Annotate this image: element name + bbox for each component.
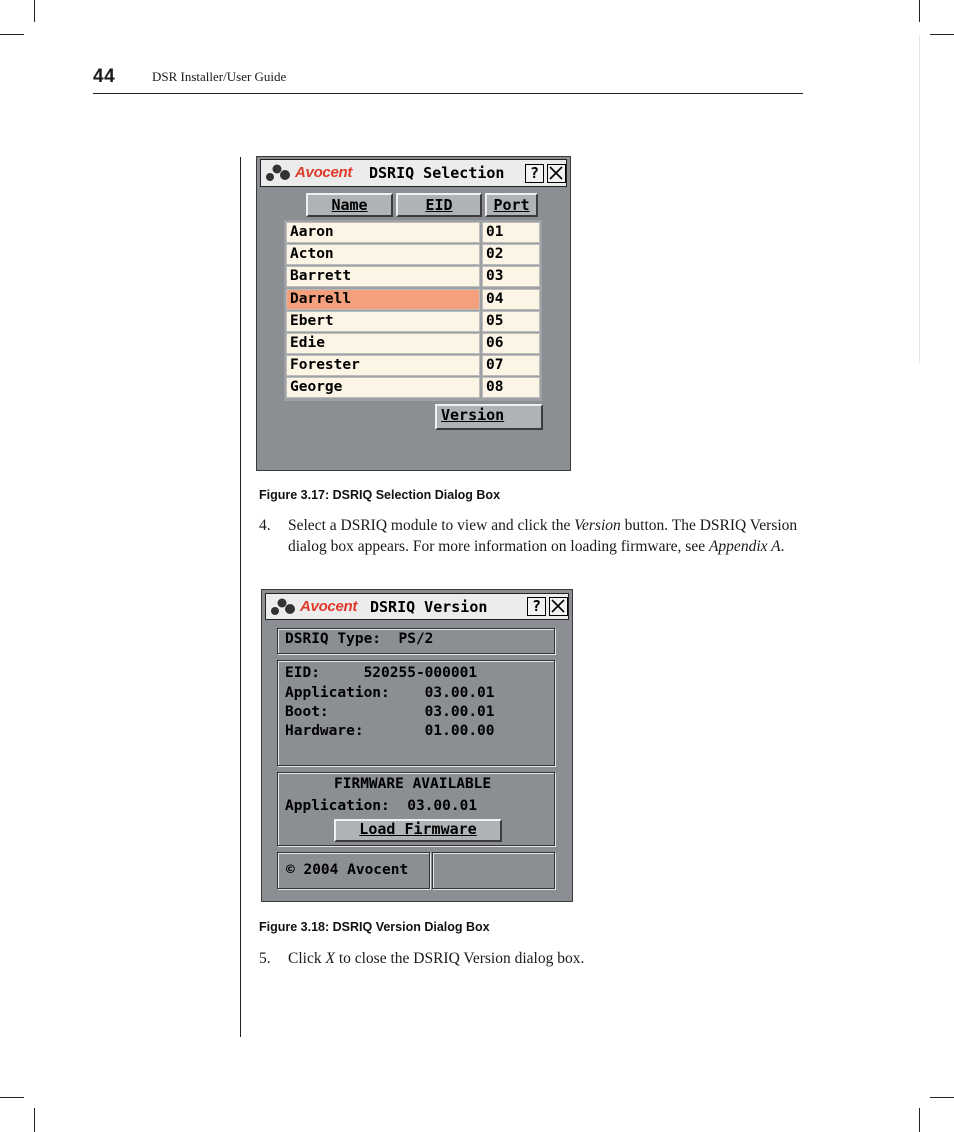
crop-mark [930, 34, 954, 35]
running-header: DSR Installer/User Guide [152, 69, 287, 84]
status-panel [432, 852, 555, 889]
copyright-panel [277, 852, 430, 889]
dialog-title: DSRIQ Selection [369, 164, 505, 182]
avocent-logo-icon [265, 164, 291, 182]
list-item-name[interactable]: George [286, 377, 480, 398]
close-icon [550, 598, 566, 614]
header-rule [93, 93, 803, 94]
brand-name: Avocent [300, 598, 358, 615]
brand-name: Avocent [295, 164, 353, 181]
dialog-title-bar [260, 159, 567, 187]
dsriq-selection-dialog [256, 156, 571, 471]
application-version: Application: 03.00.01 [285, 685, 495, 701]
dialog-title-bar [265, 593, 569, 620]
version-info-panel [277, 660, 555, 766]
figure-caption: Figure 3.18: DSRIQ Version Dialog Box [259, 920, 490, 934]
load-firmware-button[interactable]: Load Firmware [334, 819, 502, 842]
list-item-port[interactable]: 04 [482, 289, 540, 310]
list-item-name[interactable]: Forester [286, 355, 480, 376]
column-header-eid[interactable]: EID [396, 193, 482, 217]
boot-version: Boot: 03.00.01 [285, 704, 495, 720]
avocent-logo-icon [270, 598, 296, 616]
list-item-name[interactable]: Acton [286, 244, 480, 265]
step-number: 4. [259, 517, 271, 534]
dsriq-type: DSRIQ Type: PS/2 [285, 631, 434, 647]
page-edge [919, 35, 920, 363]
close-icon [548, 165, 564, 181]
close-button[interactable] [549, 597, 568, 616]
help-button[interactable]: ? [527, 597, 546, 616]
crop-mark [930, 1097, 954, 1098]
page-number: 44 [93, 66, 116, 87]
crop-mark [919, 1108, 920, 1132]
copyright-text: © 2004 Avocent [286, 862, 409, 878]
list-item-port[interactable]: 03 [482, 266, 540, 287]
crop-mark [34, 0, 35, 22]
list-item-port[interactable]: 08 [482, 377, 540, 398]
firmware-application-version: Application: 03.00.01 [285, 798, 478, 814]
margin-rule [240, 157, 241, 1037]
step-text: Click X to close the DSRIQ Version dialog box. [288, 950, 585, 967]
hardware-version: Hardware: 01.00.00 [285, 723, 495, 739]
dsriq-list[interactable] [284, 220, 542, 401]
list-item-port[interactable]: 07 [482, 355, 540, 376]
column-header-name[interactable]: Name [306, 193, 393, 217]
crop-mark [0, 1097, 24, 1098]
dialog-title: DSRIQ Version [370, 598, 488, 616]
firmware-panel [277, 772, 555, 846]
close-button[interactable] [547, 164, 566, 183]
list-item-name[interactable]: Aaron [286, 222, 480, 243]
figure-caption: Figure 3.17: DSRIQ Selection Dialog Box [259, 488, 501, 502]
help-button[interactable]: ? [525, 164, 544, 183]
crop-mark [34, 1108, 35, 1132]
version-button[interactable]: Version [435, 404, 543, 430]
column-header-port[interactable]: Port [485, 193, 538, 217]
list-item-name[interactable]: Ebert [286, 311, 480, 332]
list-item-port[interactable]: 05 [482, 311, 540, 332]
list-item-name[interactable]: Edie [286, 333, 480, 354]
type-panel [277, 628, 555, 654]
list-item-port[interactable]: 02 [482, 244, 540, 265]
crop-mark [919, 0, 920, 22]
eid-value: EID: 520255-000001 [285, 665, 478, 681]
list-item-port[interactable]: 06 [482, 333, 540, 354]
list-item-name[interactable]: Barrett [286, 266, 480, 287]
step-number: 5. [259, 950, 271, 967]
crop-mark [0, 34, 24, 35]
step-text: Select a DSRIQ module to view and click the Version button. The DSRIQ Version dialog box appears. For more information on loading firmware, see Appendix A. [288, 517, 798, 555]
dsriq-version-dialog [261, 589, 573, 902]
list-item-name[interactable]: Darrell [286, 289, 480, 310]
firmware-heading: FIRMWARE AVAILABLE [334, 776, 492, 792]
list-item-port[interactable]: 01 [482, 222, 540, 243]
